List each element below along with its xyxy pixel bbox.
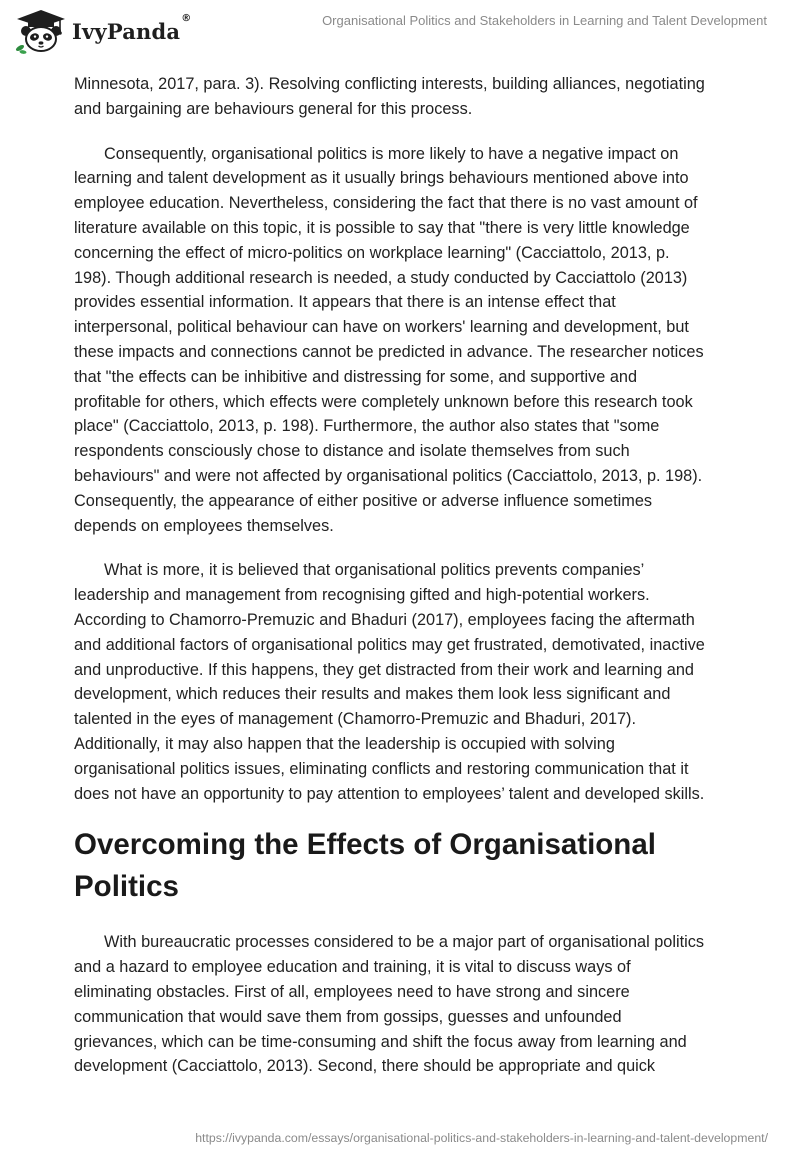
paragraph-overcoming: [74, 930, 734, 1079]
text-line: Consequently, the appearance of either positive or adverse influence sometimes: [74, 491, 653, 510]
heading-line: Overcoming the Effects of Organisational: [74, 828, 656, 862]
heading-line: Politics: [74, 870, 179, 904]
text-line: eliminating obstacles. First of all, employees need to have strong and sincere: [74, 982, 630, 1001]
source-url[interactable]: https://ivypanda.com/essays/organisational-politics-and-stakeholders-in-learning-and-talent-development/: [195, 1131, 768, 1145]
page-header: [0, 0, 800, 60]
text-line: learning and talent development as it usually brings behaviours mentioned above into: [74, 169, 689, 188]
text-line: and additional factors of organisational politics may get frustrated, demotivated, inactive: [74, 635, 705, 654]
text-line: does not have an opportunity to pay attention to employees’ talent and developed skills.: [74, 784, 705, 803]
text-line: behaviours" and were not affected by organisational politics (Cacciattolo, 2013, p. 198).: [74, 466, 703, 485]
text-line: literature available on this topic, it is possible to say that "there is very little knowledge: [74, 218, 690, 237]
paragraph-continuation: [74, 72, 734, 122]
text-line: interpersonal, political behaviour can have on workers' learning and development, but: [74, 318, 689, 337]
text-line: communication that would save them from gossips, guesses and unfounded: [74, 1007, 622, 1026]
text-line: respondents consciously chose to distance and isolate themselves from such: [74, 442, 630, 461]
text-line: development (Cacciattolo, 2013). Second, there should be appropriate and quick: [74, 1057, 656, 1076]
text-line: and a hazard to employee education and training, it is vital to discuss ways of: [74, 958, 631, 977]
text-line: leadership and management from recognising gifted and high-potential workers.: [74, 586, 650, 605]
text-line: depends on employees themselves.: [74, 516, 334, 535]
essay-running-title: Organisational Politics and Stakeholders in Learning and Talent Development: [322, 13, 767, 28]
text-line: and unproductive. If this happens, they get distracted from their work and learning and: [74, 660, 694, 679]
text-line: What is more, it is believed that organisational politics prevents companies’: [104, 561, 645, 580]
text-line: that "the effects can be inhibitive and distressing for some, and supportive and: [74, 367, 637, 386]
essay-body: [74, 72, 734, 1079]
text-line: these impacts and connections cannot be predicted in advance. The researcher notices: [74, 342, 704, 361]
text-line: and bargaining are behaviours general for this process.: [74, 99, 473, 118]
panda-graduate-icon: [14, 8, 68, 54]
text-line: profitable for others, which effects were completely unknown before this research took: [74, 392, 693, 411]
text-line: According to Chamorro-Premuzic and Bhaduri (2017), employees facing the aftermath: [74, 610, 695, 629]
section-heading: [74, 824, 734, 908]
ivypanda-logo[interactable]: [14, 8, 191, 54]
text-line: employee education. Nevertheless, considering the fact that there is no vast amount of: [74, 194, 698, 213]
text-line: development, which reduces their results and makes them look less significant and: [74, 685, 671, 704]
text-line: Consequently, organisational politics is more likely to have a negative impact on: [104, 144, 679, 163]
text-line: Minnesota, 2017, para. 3). Resolving conflicting interests, building alliances, negotiating: [74, 75, 705, 93]
paragraph-negative-impact: [74, 142, 734, 539]
text-line: talented in the eyes of management (Chamorro-Premuzic and Bhaduri, 2017).: [74, 710, 637, 729]
text-line: 198). Though additional research is needed, a study conducted by Cacciattolo (2013): [74, 268, 688, 287]
text-line: Additionally, it may also happen that the leadership is occupied with solving: [74, 734, 615, 753]
text-line: organisational politics issues, eliminating conflicts and restoring communication that it: [74, 759, 689, 778]
text-line: grievances, which can be time-consuming and shift the focus away from learning and: [74, 1032, 687, 1051]
paragraph-talent-recognition: [74, 558, 734, 806]
text-line: With bureaucratic processes considered to be a major part of organisational politics: [104, 933, 704, 952]
text-line: concerning the effect of micro-politics on workplace learning" (Cacciattolo, 2013, p.: [74, 243, 670, 262]
text-line: place" (Cacciattolo, 2013, p. 198). Furthermore, the author also states that "some: [74, 417, 660, 436]
text-line: provides essential information. It appears that there is an intense effect that: [74, 293, 616, 312]
logo-wordmark: IvyPanda®: [72, 12, 192, 44]
